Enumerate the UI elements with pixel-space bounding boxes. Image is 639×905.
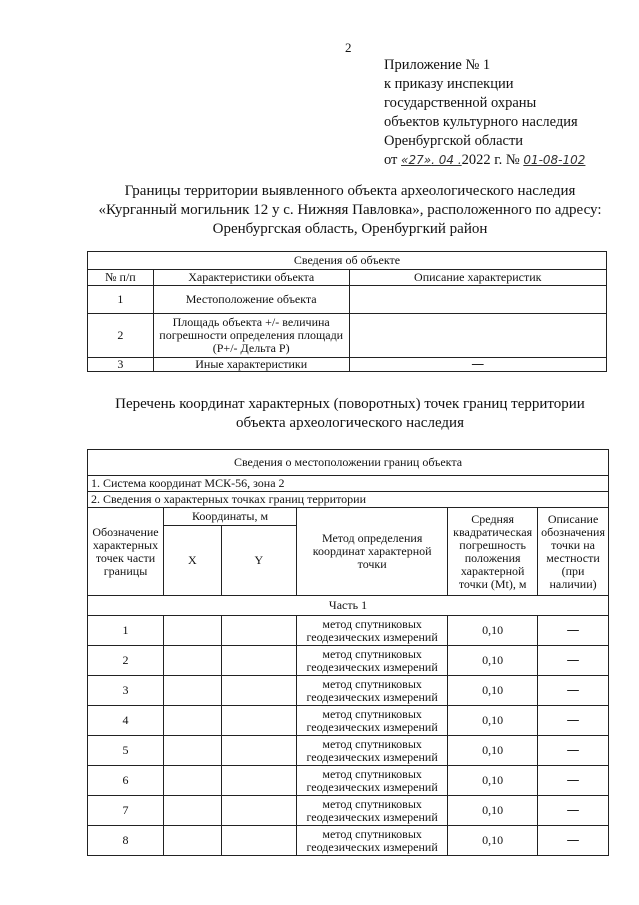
row-name: Иные характеристики xyxy=(153,358,349,372)
point-id: 1 xyxy=(88,616,164,646)
point-y xyxy=(221,826,297,856)
point-y xyxy=(221,676,297,706)
row-num: 3 xyxy=(88,358,154,372)
point-description: — xyxy=(538,706,609,736)
table-row xyxy=(88,616,609,646)
point-method: метод спутниковых геодезических измерений xyxy=(297,646,448,676)
title-borders xyxy=(60,182,639,239)
part-label: Часть 1 xyxy=(88,596,609,616)
point-x xyxy=(163,646,221,676)
point-error: 0,10 xyxy=(448,796,538,826)
point-description: — xyxy=(538,676,609,706)
table-row xyxy=(88,286,607,314)
point-method: метод спутниковых геодезических измерений xyxy=(297,706,448,736)
appendix-block xyxy=(384,56,585,170)
point-x xyxy=(163,676,221,706)
header-point-description: Описание обозначения точки на местности (при наличии) xyxy=(538,508,609,596)
table-row xyxy=(88,736,609,766)
title-line: Перечень координат характерных (поворотных) точек границ территории xyxy=(115,396,585,412)
point-y xyxy=(221,796,297,826)
date-prefix: от xyxy=(384,152,398,168)
point-x xyxy=(163,706,221,736)
date-month: . 04 . xyxy=(431,153,462,167)
points-info: 2. Сведения о характерных точках границ территории xyxy=(88,492,609,508)
point-error: 0,10 xyxy=(448,646,538,676)
date-year: 2022 г. № xyxy=(461,152,520,168)
point-error: 0,10 xyxy=(448,736,538,766)
coordinate-system: 1. Система координат МСК-56, зона 2 xyxy=(88,476,609,492)
header-num: № п/п xyxy=(88,270,154,286)
point-description: — xyxy=(538,796,609,826)
point-method: метод спутниковых геодезических измерений xyxy=(297,676,448,706)
table-row xyxy=(88,676,609,706)
point-id: 8 xyxy=(88,826,164,856)
point-method: метод спутниковых геодезических измерений xyxy=(297,796,448,826)
date-day: «27» xyxy=(401,153,432,167)
row-desc xyxy=(349,286,606,314)
row-name: Местоположение объекта xyxy=(153,286,349,314)
point-id: 4 xyxy=(88,706,164,736)
header-method: Метод определения координат характерной точки xyxy=(297,508,448,596)
row-num: 2 xyxy=(88,314,154,358)
point-id: 7 xyxy=(88,796,164,826)
point-error: 0,10 xyxy=(448,706,538,736)
page-number: 2 xyxy=(345,40,352,55)
header-coords: Координаты, м xyxy=(163,508,296,526)
point-x xyxy=(163,766,221,796)
point-method: метод спутниковых геодезических измерений xyxy=(297,616,448,646)
point-description: — xyxy=(538,826,609,856)
header-y: Y xyxy=(221,526,297,596)
appendix-line: Оренбургской области xyxy=(384,133,524,149)
order-number: 01-08-102 xyxy=(523,153,586,167)
point-y xyxy=(221,706,297,736)
header-x: X xyxy=(163,526,221,596)
table-row xyxy=(88,646,609,676)
appendix-line: государственной охраны xyxy=(384,95,537,111)
point-id: 3 xyxy=(88,676,164,706)
appendix-date-line xyxy=(384,151,585,170)
point-y xyxy=(221,736,297,766)
table-row xyxy=(88,826,609,856)
header-error: Средняя квадратическая погрешность положения характерной точки (Mt), м xyxy=(448,508,538,596)
point-description: — xyxy=(538,616,609,646)
title-line: Границы территории выявленного объекта археологического наследия xyxy=(124,183,576,199)
point-method: метод спутниковых геодезических измерений xyxy=(297,736,448,766)
point-x xyxy=(163,736,221,766)
table-row xyxy=(88,314,607,358)
appendix-line: Приложение № 1 xyxy=(384,57,491,73)
header-designation: Обозначение характерных точек части границы xyxy=(88,508,164,596)
appendix-line: к приказу инспекции xyxy=(384,76,514,92)
point-error: 0,10 xyxy=(448,826,538,856)
row-desc: — xyxy=(349,358,606,372)
table-title: Сведения о местоположении границ объекта xyxy=(88,450,609,476)
coordinates-table xyxy=(87,449,609,856)
title-line: Оренбургская область, Оренбургкий район xyxy=(212,221,488,237)
object-info-table xyxy=(87,251,607,372)
point-error: 0,10 xyxy=(448,676,538,706)
table-row xyxy=(88,358,607,372)
row-name: Площадь объекта +/- величина погрешности определения площади (Р+/- Дельта Р) xyxy=(153,314,349,358)
header-characteristics: Характеристики объекта xyxy=(153,270,349,286)
row-desc xyxy=(349,314,606,358)
point-error: 0,10 xyxy=(448,766,538,796)
title-line: «Курганный могильник 12 у с. Нижняя Павловка», расположенного по адресу: xyxy=(98,202,602,218)
point-method: метод спутниковых геодезических измерений xyxy=(297,826,448,856)
point-id: 6 xyxy=(88,766,164,796)
table-row xyxy=(88,766,609,796)
table-row xyxy=(88,796,609,826)
row-num: 1 xyxy=(88,286,154,314)
header-description: Описание характеристик xyxy=(349,270,606,286)
point-x xyxy=(163,826,221,856)
point-y xyxy=(221,616,297,646)
table-row xyxy=(88,706,609,736)
point-id: 5 xyxy=(88,736,164,766)
point-description: — xyxy=(538,766,609,796)
appendix-line: объектов культурного наследия xyxy=(384,114,578,130)
point-description: — xyxy=(538,736,609,766)
point-method: метод спутниковых геодезических измерений xyxy=(297,766,448,796)
point-error: 0,10 xyxy=(448,616,538,646)
title-coordinates xyxy=(60,395,639,433)
point-x xyxy=(163,796,221,826)
point-x xyxy=(163,616,221,646)
point-description: — xyxy=(538,646,609,676)
point-y xyxy=(221,766,297,796)
point-y xyxy=(221,646,297,676)
title-line: объекта археологического наследия xyxy=(236,415,464,431)
table-title: Сведения об объекте xyxy=(88,252,607,270)
point-id: 2 xyxy=(88,646,164,676)
